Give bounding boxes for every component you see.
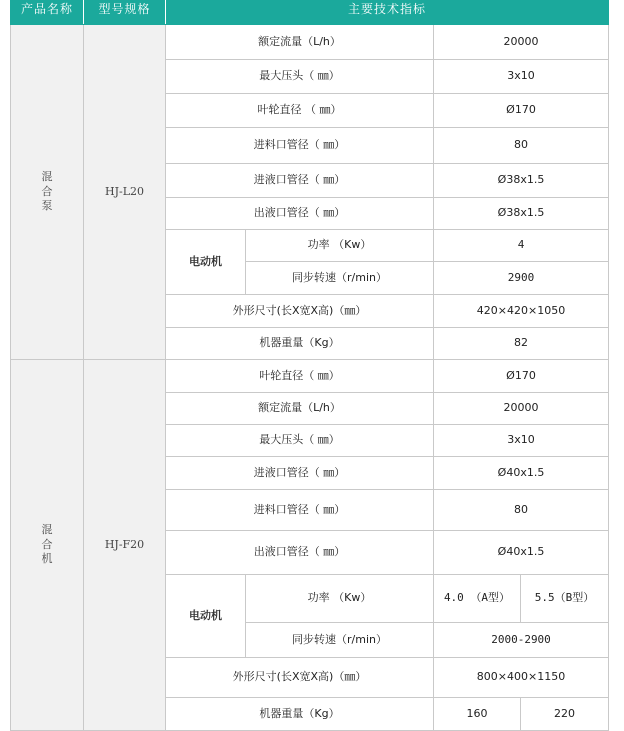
- speed-label: 同步转速（r/min）: [246, 262, 434, 295]
- spec-label: 进液口管径（ ㎜）: [166, 457, 434, 490]
- spec-value: 20000: [434, 393, 609, 425]
- spec-label: 进料口管径（ ㎜）: [166, 128, 434, 164]
- spec-value: 80: [434, 128, 609, 164]
- speed-value: 2900: [434, 262, 609, 295]
- header-product-name: 产品名称: [11, 0, 84, 25]
- motor-label: 电动机: [166, 230, 246, 295]
- weight-value-type-b: 220: [521, 698, 609, 731]
- spec-label: 额定流量（L/h）: [166, 393, 434, 425]
- spec-value: Ø170: [434, 360, 609, 393]
- spec-value: 3x10: [434, 425, 609, 457]
- spec-value: 3x10: [434, 60, 609, 94]
- spec-table: [10, 0, 609, 731]
- spec-value: Ø38x1.5: [434, 198, 609, 230]
- spec-value: Ø38x1.5: [434, 164, 609, 198]
- spec-value: Ø40x1.5: [434, 531, 609, 575]
- spec-label: 最大压头（ ㎜）: [166, 425, 434, 457]
- header-specs: 主要技术指标: [166, 0, 609, 25]
- spec-value: 80: [434, 490, 609, 531]
- power-label: 功率 （Kw）: [246, 230, 434, 262]
- dimensions-label: 外形尺寸(长X宽X高)（㎜）: [166, 295, 434, 328]
- spec-label: 出液口管径（ ㎜）: [166, 198, 434, 230]
- spec-label: 额定流量（L/h）: [166, 25, 434, 60]
- header-model: 型号规格: [84, 0, 166, 25]
- table-row: [11, 25, 609, 60]
- power-label: 功率 （Kw）: [246, 575, 434, 623]
- spec-value: Ø40x1.5: [434, 457, 609, 490]
- dimensions-value: 420×420×1050: [434, 295, 609, 328]
- spec-value: 20000: [434, 25, 609, 60]
- dimensions-value: 800×400×1150: [434, 658, 609, 698]
- weight-value: 82: [434, 328, 609, 360]
- spec-label: 叶轮直径（ ㎜）: [166, 360, 434, 393]
- motor-label: 电动机: [166, 575, 246, 658]
- spec-label: 叶轮直径 （ ㎜）: [166, 94, 434, 128]
- model-hj-f20: HJ-F20: [84, 360, 166, 731]
- spec-label: 出液口管径（ ㎜）: [166, 531, 434, 575]
- weight-label: 机器重量（Kg）: [166, 698, 434, 731]
- power-value-type-b: 5.5（B型）: [521, 575, 609, 623]
- spec-label: 进料口管径（ ㎜）: [166, 490, 434, 531]
- product-name-mixer: 混 合 机: [11, 360, 84, 731]
- weight-label: 机器重量（Kg）: [166, 328, 434, 360]
- model-hj-l20: HJ-L20: [84, 25, 166, 360]
- dimensions-label: 外形尺寸(长X宽X高)（㎜）: [166, 658, 434, 698]
- spec-label: 最大压头（ ㎜）: [166, 60, 434, 94]
- speed-value: 2000-2900: [434, 623, 609, 658]
- power-value-type-a: 4.0 （A型）: [434, 575, 521, 623]
- weight-value-type-a: 160: [434, 698, 521, 731]
- speed-label: 同步转速（r/min）: [246, 623, 434, 658]
- table-row: [11, 360, 609, 393]
- header-row: [11, 0, 609, 25]
- product-name-pump: 混 合 泵: [11, 25, 84, 360]
- spec-value: Ø170: [434, 94, 609, 128]
- spec-label: 进液口管径（ ㎜）: [166, 164, 434, 198]
- power-value: 4: [434, 230, 609, 262]
